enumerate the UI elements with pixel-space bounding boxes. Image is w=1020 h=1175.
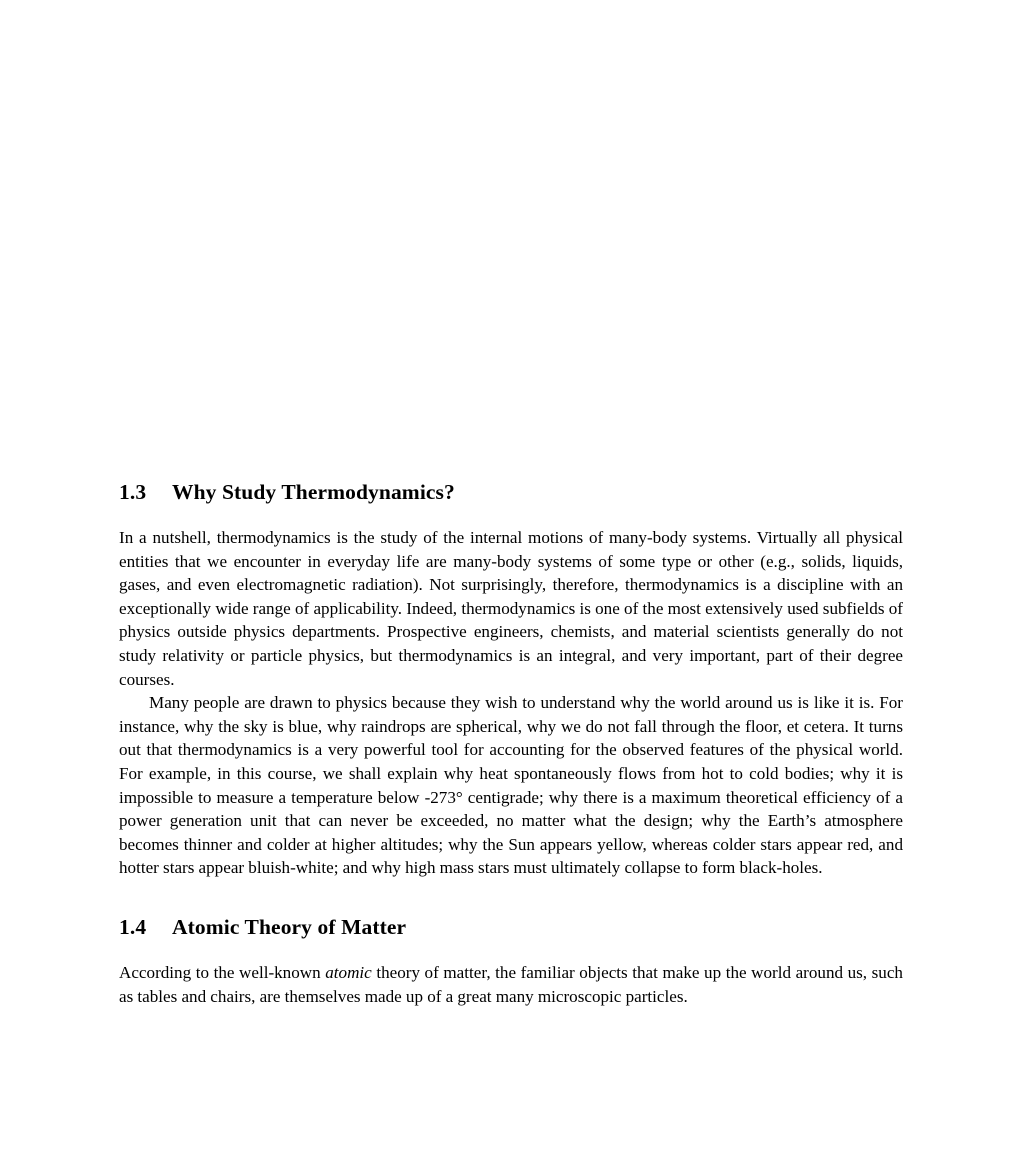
paragraph-1-4-lead: According to the well-known (119, 962, 326, 982)
spacer-paragraph-to-heading-14 (119, 880, 903, 914)
section-heading-1-4 (119, 914, 903, 940)
section-number-1-4: 1.4 (119, 914, 147, 939)
section-title-1-3: Why Study Thermodynamics? (172, 480, 455, 504)
page-content (119, 479, 903, 1008)
section-heading-1-3 (119, 479, 903, 505)
spacer-heading-13-to-paragraph (119, 505, 903, 526)
section-number-1-3: 1.3 (119, 480, 147, 504)
spacer-heading-14-to-paragraph (119, 940, 903, 961)
paragraph-1-3-a: In a nutshell, thermodynamics is the study of the internal motions of many-body systems. Virtually all physical entities that we encounter in everyday life are many-body systems of some type or other (e.g., solids, liquids, gases, and even electromagnetic radiation). Not surprisingly, therefore, thermodynamics is a discipline with an exceptionally wide range of applicability. Indeed, thermodynamics is one of the most extensively used subfields of physics outside physics departments. Prospective engineers, chemists, and material scientists generally do not study relativity or particle physics, but thermodynamics is an integral, and very important, part of their degree courses. (119, 528, 903, 689)
paragraph-1-4-a (119, 961, 903, 1008)
section-title-1-4: Atomic Theory of Matter (172, 914, 407, 939)
paragraph-1-4-tail: theory of matter, the familiar objects that make up the world around us, such as tables and chairs, are themselves made up of a great many microscopic particles. (119, 962, 903, 1006)
emphasis-atomic: atomic (325, 962, 372, 982)
paragraph-1-3-b: Many people are drawn to physics because they wish to understand why the world around us is like it is. For instance, why the sky is blue, why raindrops are spherical, why we do not fall through the floor, et cetera. It turns out that thermodynamics is a very powerful tool for accounting for the observed features of the physical world. For example, in this course, we shall explain why heat spontaneously flows from hot to cold bodies; why it is impossible to measure a temperature below -273° centigrade; why there is a maximum theoretical efficiency of a power generation unit that can never be exceeded, no matter what the design; why the Earth’s atmosphere becomes thinner and colder at higher altitudes; why the Sun appears yellow, whereas colder stars appear red, and hotter stars appear bluish-white; and why high mass stars must ultimately collapse to form black-holes. (119, 693, 903, 878)
